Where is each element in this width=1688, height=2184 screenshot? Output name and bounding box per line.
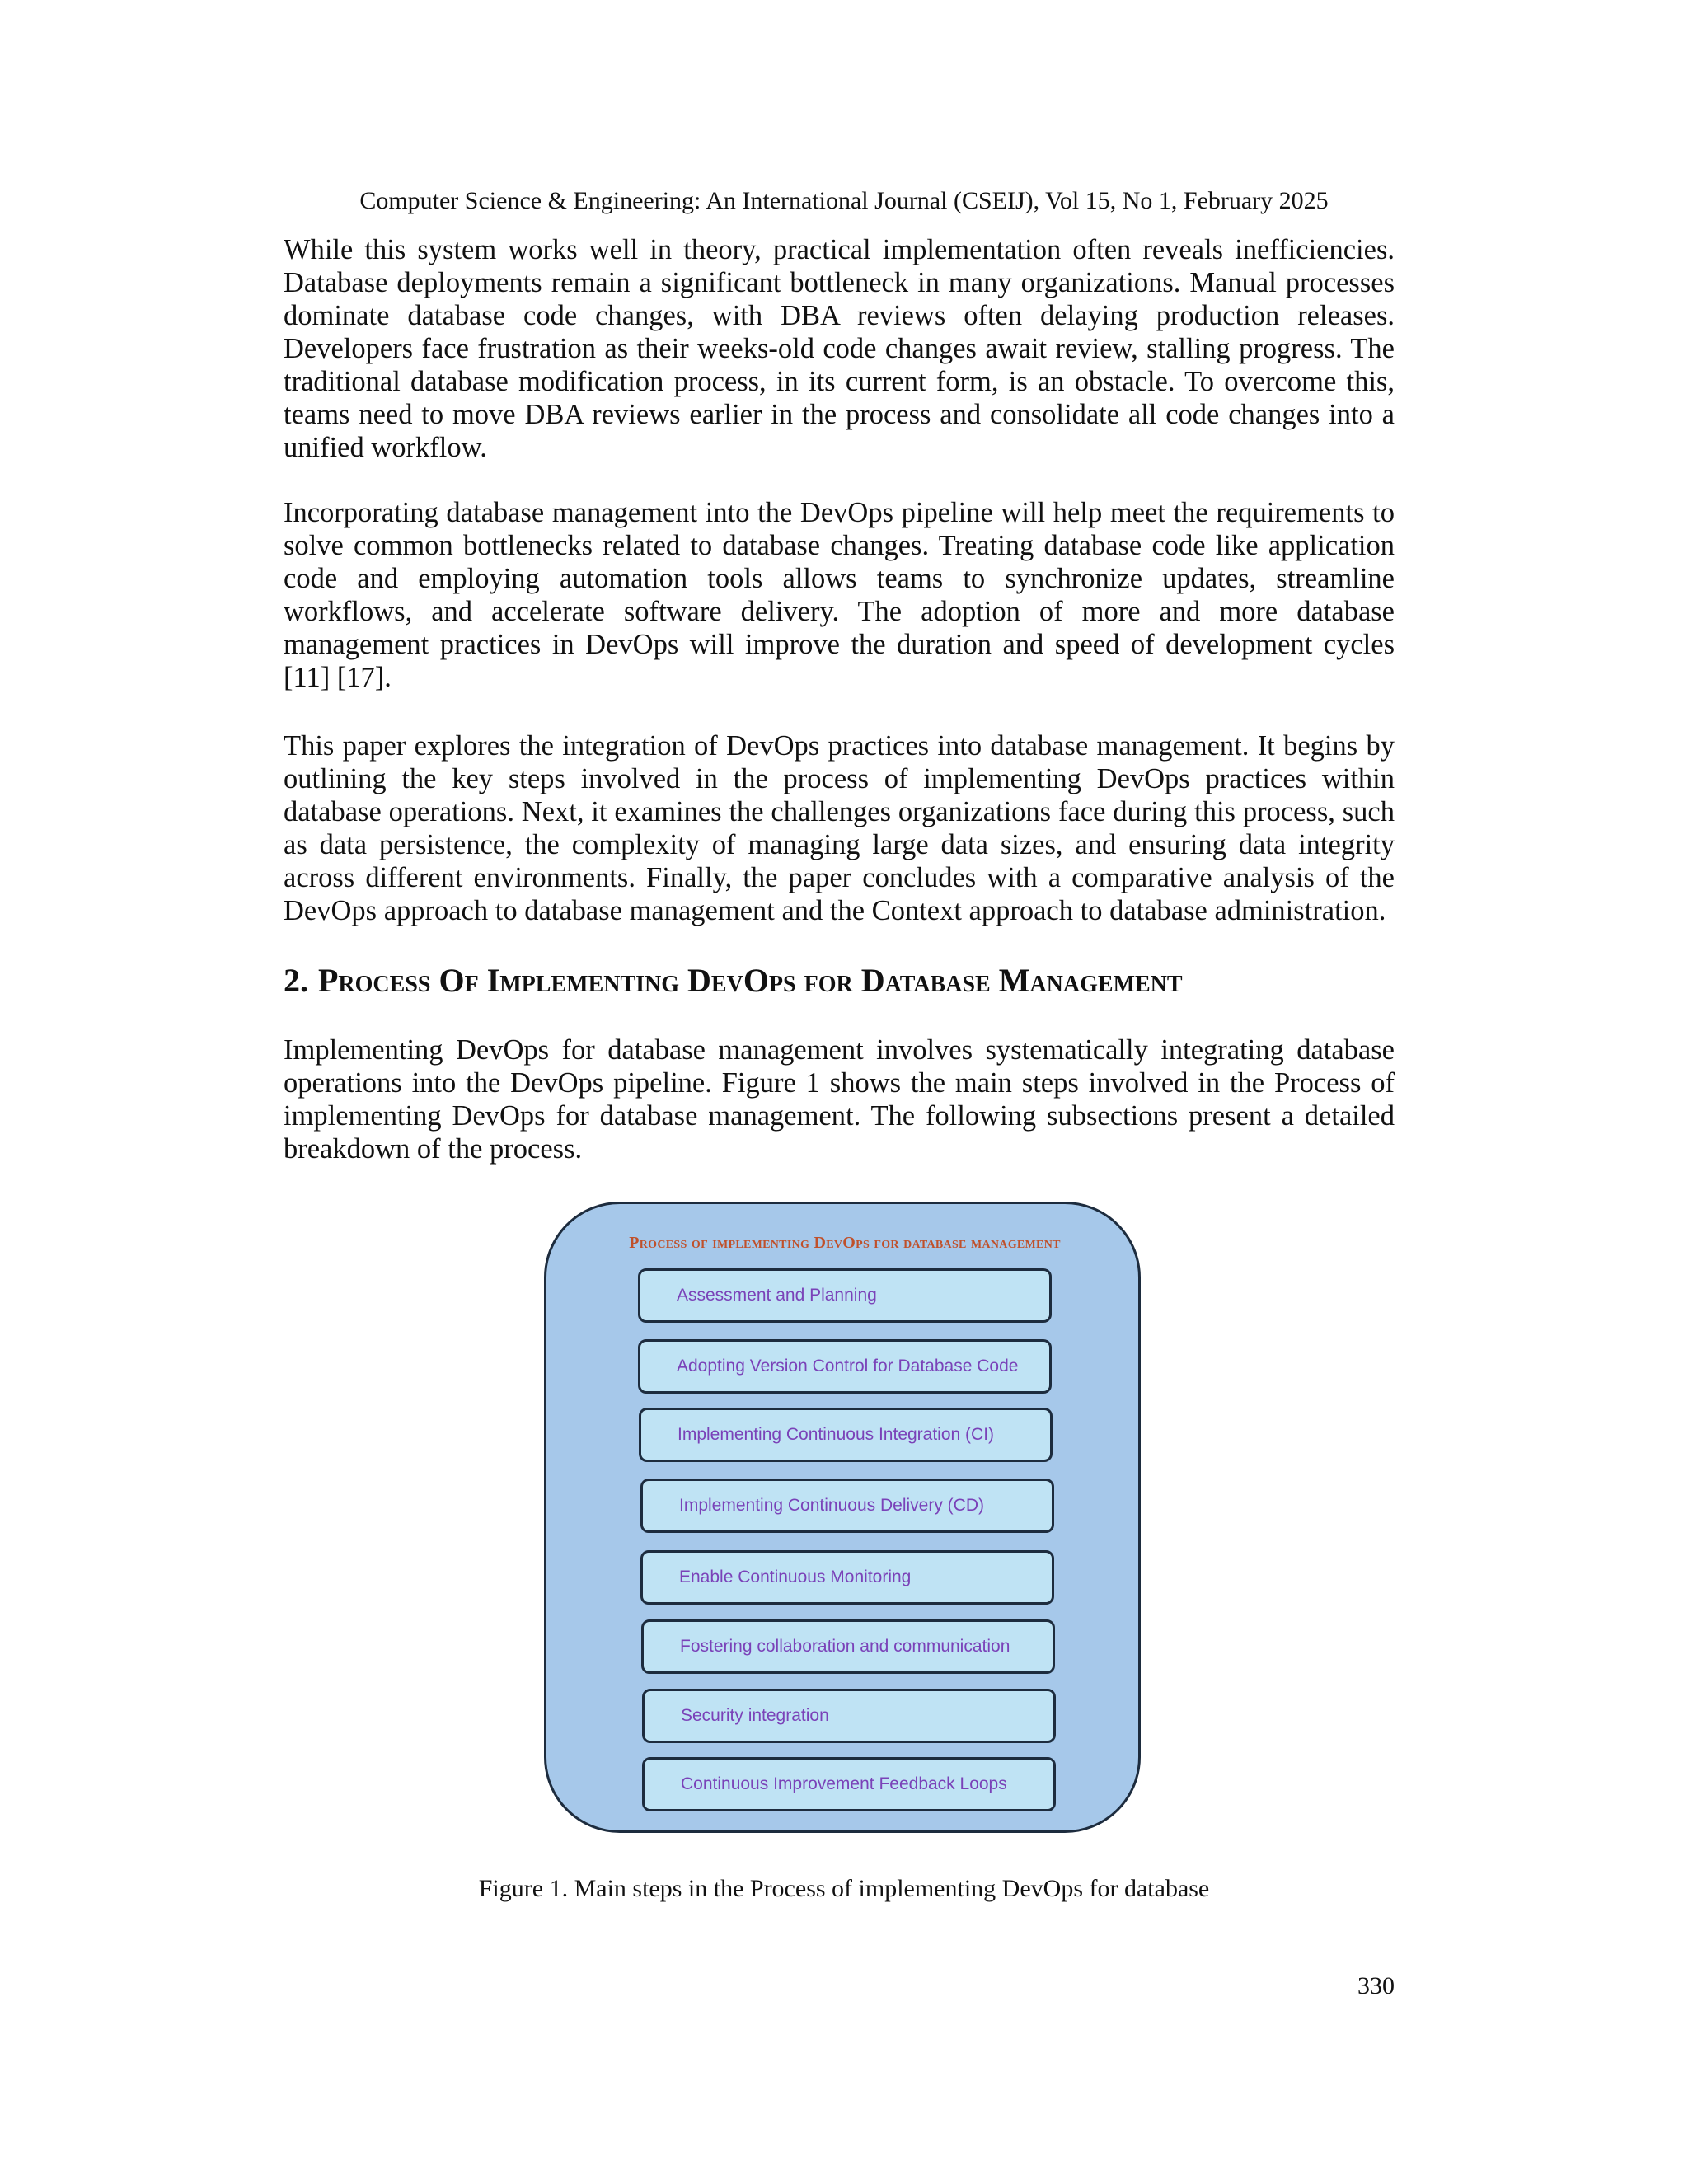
step-box-4: Implementing Continuous Delivery (CD) — [640, 1479, 1054, 1533]
step-box-1: Assessment and Planning — [638, 1268, 1052, 1323]
diagram-title: Process of implementing DevOps for database management — [629, 1234, 1061, 1252]
step-box-5: Enable Continuous Monitoring — [640, 1550, 1054, 1605]
step-box-7: Security integration — [642, 1689, 1056, 1743]
section-heading — [284, 959, 1183, 1002]
section-title-text: Process Of Implementing DevOps for Database Management — [318, 962, 1183, 999]
step-box-2: Adopting Version Control for Database Code — [638, 1339, 1052, 1394]
step-box-6: Fostering collaboration and communication — [641, 1619, 1055, 1674]
body-paragraph-2: Incorporating database management into the DevOps pipeline will help meet the requirements to solve common bottlenecks related to database changes. Treating database code like application code and employing automation tools allows teams to synchronize updates, streamline workflows, and accelerate software delivery. The adoption of more and more database management practices in DevOps will improve the duration and speed of development cycles [11] [17]. — [284, 497, 1395, 693]
step-box-3: Implementing Continuous Integration (CI) — [639, 1408, 1053, 1462]
process-diagram — [544, 1202, 1141, 1833]
figure-caption: Figure 1. Main steps in the Process of implementing DevOps for database — [478, 1875, 1210, 1902]
section-number: 2. — [284, 962, 308, 999]
page-number: 330 — [1357, 1972, 1395, 1999]
body-paragraph-1: While this system works well in theory, practical implementation often reveals inefficiencies. Database deployments remain a significant bottleneck in many organizations. Manual processes dominate database code changes, with DBA reviews often delaying production releases. Developers face frustration as their weeks-old code changes await review, stalling progress. The traditional database modification process, in its current form, is an obstacle. To overcome this, teams need to move DBA reviews earlier in the process and consolidate all code changes into a unified workflow. — [284, 234, 1395, 463]
section-paragraph: Implementing DevOps for database management involves systematically integrating database operations into the DevOps pipeline. Figure 1 shows the main steps involved in the Process of implementing DevOps for database management. The following subsections present a detailed breakdown of the process. — [284, 1034, 1395, 1165]
running-header: Computer Science & Engineering: An International Journal (CSEIJ), Vol 15, No 1, February 2025 — [359, 187, 1329, 214]
step-box-8: Continuous Improvement Feedback Loops — [642, 1757, 1056, 1811]
body-paragraph-3: This paper explores the integration of DevOps practices into database management. It begins by outlining the key steps involved in the process of implementing DevOps practices within database operations. Next, it examines the challenges organizations face during this process, such as data persistence, the complexity of managing large data sizes, and ensuring data integrity across different environments. Finally, the paper concludes with a comparative analysis of the DevOps approach to database management and the Context approach to database administration. — [284, 730, 1395, 926]
